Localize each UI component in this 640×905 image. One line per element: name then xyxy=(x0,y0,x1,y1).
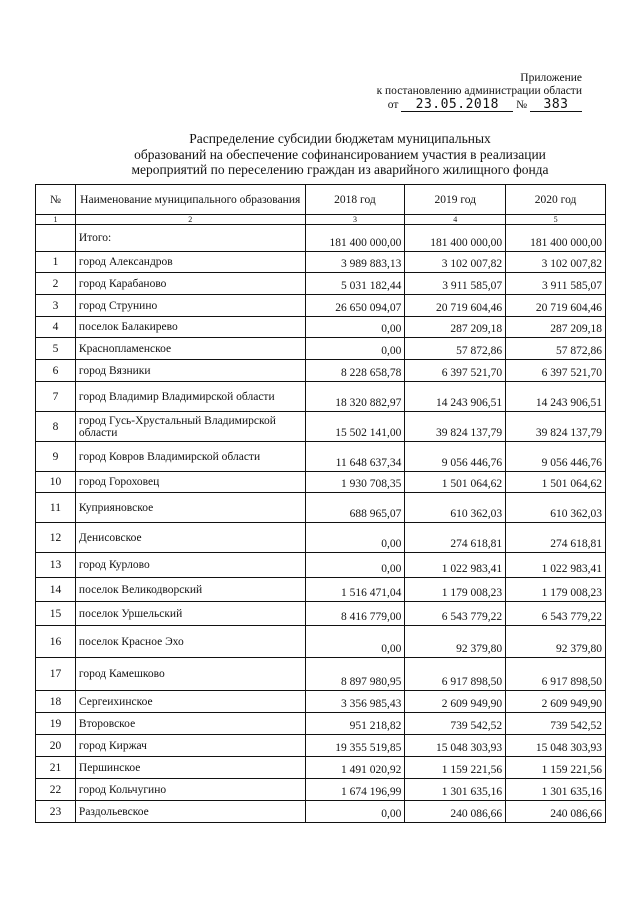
total-row xyxy=(36,225,606,252)
col-number: 4 xyxy=(405,215,506,225)
row-no: 6 xyxy=(36,360,76,382)
row-2020: 739 542,52 xyxy=(506,713,606,735)
resolution-date: 23.05.2018 xyxy=(401,98,513,112)
row-name: город Гусь-Хрустальный Владимирской области xyxy=(75,412,305,442)
table-row xyxy=(36,360,606,382)
row-2018: 3 989 883,13 xyxy=(305,252,405,273)
appendix-date-number-line xyxy=(377,98,582,112)
table-row xyxy=(36,252,606,273)
row-name: город Гороховец xyxy=(75,472,305,493)
row-2019: 2 609 949,90 xyxy=(405,691,506,713)
row-2018: 8 897 980,95 xyxy=(305,658,405,691)
row-2019: 15 048 303,93 xyxy=(405,735,506,757)
row-no: 10 xyxy=(36,472,76,493)
row-2020: 6 543 779,22 xyxy=(506,602,606,626)
row-2018: 5 031 182,44 xyxy=(305,273,405,295)
row-name: Раздольевское xyxy=(75,801,305,823)
table-row xyxy=(36,713,606,735)
row-2019: 1 159 221,56 xyxy=(405,757,506,779)
table-row xyxy=(36,602,606,626)
row-2018: 8 228 658,78 xyxy=(305,360,405,382)
row-no: 19 xyxy=(36,713,76,735)
row-2019: 6 917 898,50 xyxy=(405,658,506,691)
row-name: город Александров xyxy=(75,252,305,273)
row-2019: 610 362,03 xyxy=(405,493,506,523)
row-2019: 1 501 064,62 xyxy=(405,472,506,493)
row-2018: 0,00 xyxy=(305,523,405,553)
row-2018: 1 930 708,35 xyxy=(305,472,405,493)
table-row xyxy=(36,442,606,472)
row-2020: 57 872,86 xyxy=(506,338,606,360)
resolution-number: 383 xyxy=(530,98,582,112)
table-row xyxy=(36,626,606,658)
table-row xyxy=(36,493,606,523)
total-2020: 181 400 000,00 xyxy=(506,225,606,252)
row-2020: 1 501 064,62 xyxy=(506,472,606,493)
row-no: 22 xyxy=(36,779,76,801)
row-2018: 1 516 471,04 xyxy=(305,578,405,602)
row-2019: 57 872,86 xyxy=(405,338,506,360)
row-2019: 14 243 906,51 xyxy=(405,382,506,412)
row-2019: 1 179 008,23 xyxy=(405,578,506,602)
table-row xyxy=(36,382,606,412)
title-line-3: мероприятий по переселению граждан из аварийного жилищного фонда xyxy=(131,162,549,177)
row-2020: 39 824 137,79 xyxy=(506,412,606,442)
row-2019: 92 379,80 xyxy=(405,626,506,658)
table-row xyxy=(36,338,606,360)
appendix-header xyxy=(377,72,582,112)
table-row xyxy=(36,691,606,713)
row-2020: 14 243 906,51 xyxy=(506,382,606,412)
row-2020: 1 022 983,41 xyxy=(506,553,606,578)
row-no: 17 xyxy=(36,658,76,691)
row-name: город Вязники xyxy=(75,360,305,382)
title-line-1: Распределение субсидии бюджетам муниципальных xyxy=(189,131,491,146)
row-2020: 3 102 007,82 xyxy=(506,252,606,273)
table-row xyxy=(36,317,606,338)
number-label: № xyxy=(516,99,528,111)
row-name: город Карабаново xyxy=(75,273,305,295)
table-row xyxy=(36,757,606,779)
row-no: 5 xyxy=(36,338,76,360)
row-2020: 274 618,81 xyxy=(506,523,606,553)
col-number: 1 xyxy=(36,215,76,225)
row-name: город Кольчугино xyxy=(75,779,305,801)
row-no: 16 xyxy=(36,626,76,658)
row-name: Краснопламенское xyxy=(75,338,305,360)
row-2018: 0,00 xyxy=(305,801,405,823)
row-2020: 1 301 635,16 xyxy=(506,779,606,801)
row-no: 14 xyxy=(36,578,76,602)
row-2020: 610 362,03 xyxy=(506,493,606,523)
table-row xyxy=(36,658,606,691)
header-no: № xyxy=(36,185,76,215)
col-number: 5 xyxy=(506,215,606,225)
total-no xyxy=(36,225,76,252)
row-2020: 92 379,80 xyxy=(506,626,606,658)
header-2018: 2018 год xyxy=(305,185,405,215)
row-2019: 39 824 137,79 xyxy=(405,412,506,442)
row-2018: 0,00 xyxy=(305,626,405,658)
row-2018: 15 502 141,00 xyxy=(305,412,405,442)
row-name: Куприяновское xyxy=(75,493,305,523)
row-2019: 9 056 446,76 xyxy=(405,442,506,472)
col-number: 2 xyxy=(75,215,305,225)
row-2018: 3 356 985,43 xyxy=(305,691,405,713)
header-2019: 2019 год xyxy=(405,185,506,215)
row-2019: 1 022 983,41 xyxy=(405,553,506,578)
row-2020: 6 917 898,50 xyxy=(506,658,606,691)
appendix-label: Приложение xyxy=(520,72,582,84)
row-2018: 951 218,82 xyxy=(305,713,405,735)
row-name: город Владимир Владимирской области xyxy=(75,382,305,412)
row-2018: 688 965,07 xyxy=(305,493,405,523)
row-2020: 6 397 521,70 xyxy=(506,360,606,382)
row-name: поселок Красное Эхо xyxy=(75,626,305,658)
row-2019: 6 397 521,70 xyxy=(405,360,506,382)
row-2020: 240 086,66 xyxy=(506,801,606,823)
row-2018: 0,00 xyxy=(305,553,405,578)
row-name: поселок Великодворский xyxy=(75,578,305,602)
row-2019: 3 911 585,07 xyxy=(405,273,506,295)
total-label: Итого: xyxy=(75,225,305,252)
table-row xyxy=(36,735,606,757)
document-title xyxy=(60,131,620,178)
header-2020: 2020 год xyxy=(506,185,606,215)
table-row xyxy=(36,523,606,553)
row-no: 18 xyxy=(36,691,76,713)
row-2019: 3 102 007,82 xyxy=(405,252,506,273)
row-name: город Ковров Владимирской области xyxy=(75,442,305,472)
row-2020: 15 048 303,93 xyxy=(506,735,606,757)
row-2019: 1 301 635,16 xyxy=(405,779,506,801)
row-2019: 274 618,81 xyxy=(405,523,506,553)
title-line-2: образований на обеспечение софинансированием участия в реализации xyxy=(134,146,546,162)
row-name: город Курлово xyxy=(75,553,305,578)
table-row xyxy=(36,295,606,317)
row-2018: 1 674 196,99 xyxy=(305,779,405,801)
table-row xyxy=(36,553,606,578)
row-no: 1 xyxy=(36,252,76,273)
row-2018: 18 320 882,97 xyxy=(305,382,405,412)
table-row xyxy=(36,472,606,493)
total-2019: 181 400 000,00 xyxy=(405,225,506,252)
table-row xyxy=(36,273,606,295)
row-name: Второвское xyxy=(75,713,305,735)
row-2020: 1 179 008,23 xyxy=(506,578,606,602)
row-name: Сергеихинское xyxy=(75,691,305,713)
row-name: поселок Уршельский xyxy=(75,602,305,626)
row-2018: 26 650 094,07 xyxy=(305,295,405,317)
row-no: 15 xyxy=(36,602,76,626)
row-2019: 20 719 604,46 xyxy=(405,295,506,317)
table-row xyxy=(36,578,606,602)
row-name: поселок Балакирево xyxy=(75,317,305,338)
from-label: от xyxy=(387,99,399,111)
row-no: 21 xyxy=(36,757,76,779)
row-name: Першинское xyxy=(75,757,305,779)
row-no: 4 xyxy=(36,317,76,338)
row-name: город Киржач xyxy=(75,735,305,757)
row-2020: 3 911 585,07 xyxy=(506,273,606,295)
appendix-resolution-ref: к постановлению администрации области xyxy=(376,85,582,97)
row-2019: 240 086,66 xyxy=(405,801,506,823)
row-2019: 287 209,18 xyxy=(405,317,506,338)
row-name: город Струнино xyxy=(75,295,305,317)
row-2018: 8 416 779,00 xyxy=(305,602,405,626)
table-row xyxy=(36,779,606,801)
row-no: 8 xyxy=(36,412,76,442)
row-name: город Камешково xyxy=(75,658,305,691)
column-number-row xyxy=(36,215,606,225)
table-header-row xyxy=(36,185,606,215)
row-2020: 287 209,18 xyxy=(506,317,606,338)
row-name: Денисовское xyxy=(75,523,305,553)
row-2018: 19 355 519,85 xyxy=(305,735,405,757)
row-no: 11 xyxy=(36,493,76,523)
table-row xyxy=(36,412,606,442)
header-name: Наименование муниципального образования xyxy=(75,185,305,215)
subsidy-table xyxy=(35,184,606,823)
row-2020: 9 056 446,76 xyxy=(506,442,606,472)
row-2018: 11 648 637,34 xyxy=(305,442,405,472)
row-no: 12 xyxy=(36,523,76,553)
row-no: 9 xyxy=(36,442,76,472)
row-2019: 739 542,52 xyxy=(405,713,506,735)
col-number: 3 xyxy=(305,215,405,225)
row-no: 13 xyxy=(36,553,76,578)
row-2018: 0,00 xyxy=(305,317,405,338)
row-2020: 2 609 949,90 xyxy=(506,691,606,713)
row-2020: 20 719 604,46 xyxy=(506,295,606,317)
row-2018: 1 491 020,92 xyxy=(305,757,405,779)
row-no: 2 xyxy=(36,273,76,295)
row-2018: 0,00 xyxy=(305,338,405,360)
row-2019: 6 543 779,22 xyxy=(405,602,506,626)
table-row xyxy=(36,801,606,823)
row-no: 23 xyxy=(36,801,76,823)
row-no: 7 xyxy=(36,382,76,412)
total-2018: 181 400 000,00 xyxy=(305,225,405,252)
row-no: 20 xyxy=(36,735,76,757)
row-2020: 1 159 221,56 xyxy=(506,757,606,779)
row-no: 3 xyxy=(36,295,76,317)
